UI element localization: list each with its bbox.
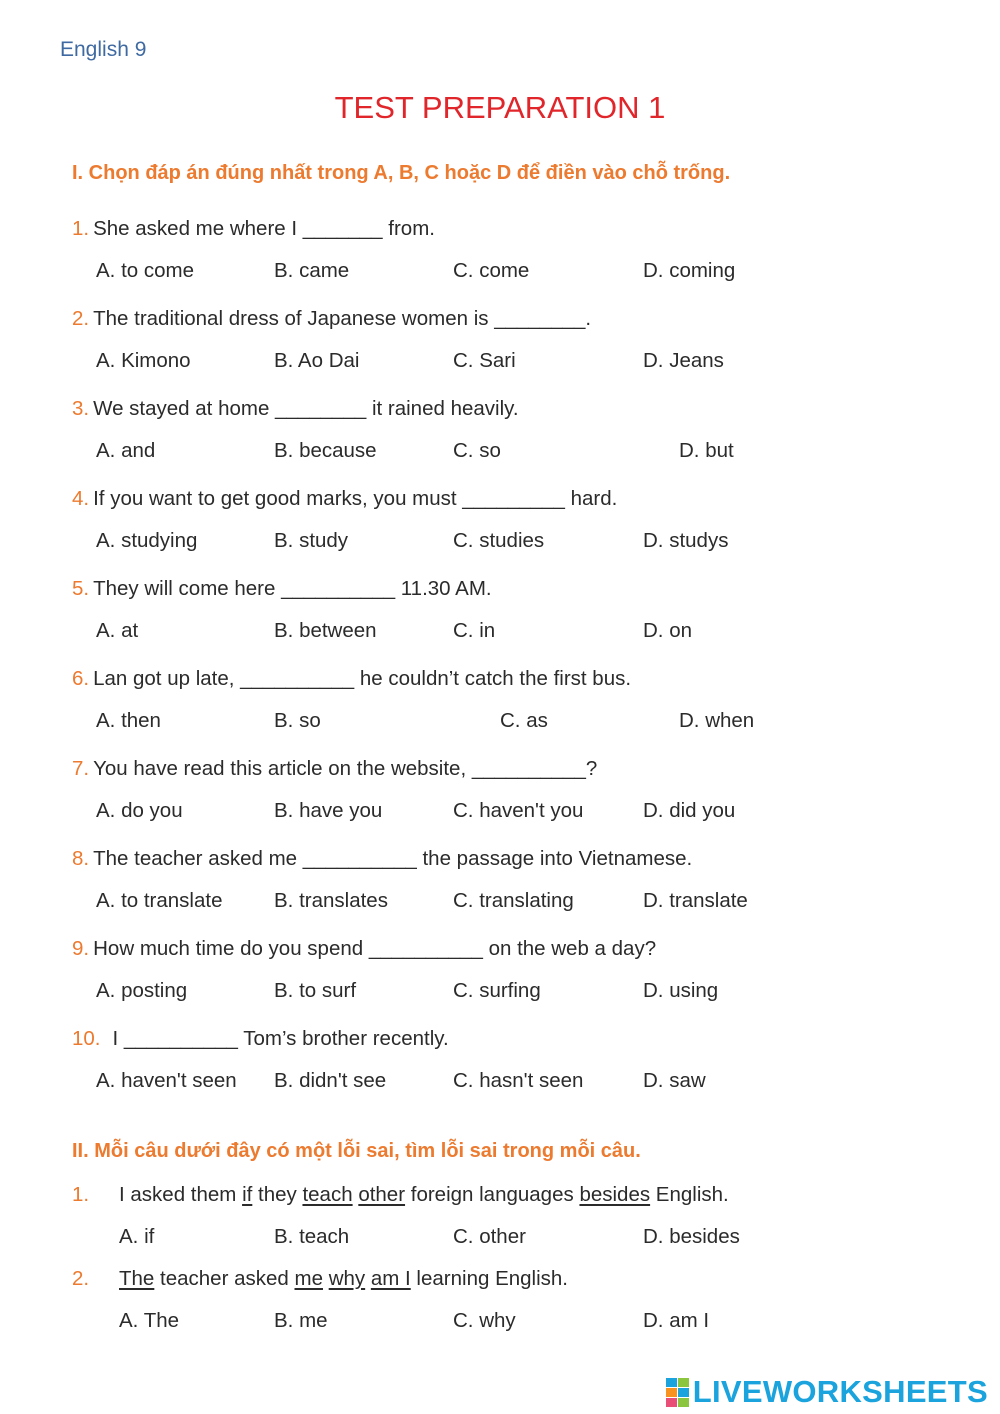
option-c[interactable]: C. other <box>453 1225 526 1248</box>
question-number: 6. <box>72 667 90 690</box>
option-d[interactable]: D. on <box>643 619 692 642</box>
underlined-word: besides <box>579 1183 651 1206</box>
header-label: English 9 <box>60 38 147 61</box>
question-text: I __________ Tom’s brother recently. <box>112 1027 449 1050</box>
error-question-2 <box>72 1267 89 1291</box>
liveworksheets-logo <box>666 1374 988 1410</box>
option-c[interactable]: C. come <box>453 259 530 282</box>
option-a[interactable]: A. studying <box>96 529 198 552</box>
question-number: 9. <box>72 937 90 960</box>
question-7 <box>72 757 597 781</box>
section-1-heading: I. Chọn đáp án đúng nhất trong A, B, C hoặc D để điền vào chỗ trống. <box>72 162 731 184</box>
question-text: Lan got up late, __________ he couldn’t catch the first bus. <box>93 667 632 690</box>
logo-block <box>678 1398 689 1407</box>
underlined-word: why <box>328 1267 366 1290</box>
option-d[interactable]: D. saw <box>643 1069 706 1092</box>
question-number: 1. <box>72 217 90 240</box>
error-question-1 <box>72 1183 89 1207</box>
question-text: We stayed at home ________ it rained heavily. <box>93 397 519 420</box>
option-c[interactable]: C. as <box>500 709 548 732</box>
option-d[interactable]: D. studys <box>643 529 729 552</box>
option-a[interactable]: A. posting <box>96 979 188 1002</box>
underlined-word: other <box>358 1183 406 1206</box>
option-b[interactable]: B. translates <box>274 889 388 912</box>
question-6 <box>72 667 631 691</box>
option-a[interactable]: A. The <box>119 1309 180 1332</box>
question-text: She asked me where I _______ from. <box>93 217 435 240</box>
option-c[interactable]: C. so <box>453 439 501 462</box>
question-4 <box>72 487 617 511</box>
question-10 <box>72 1027 449 1051</box>
option-a[interactable]: A. haven't seen <box>96 1069 237 1092</box>
question-2 <box>72 307 591 331</box>
option-b[interactable]: B. have you <box>274 799 383 822</box>
question-text: You have read this article on the website, __________? <box>93 757 598 780</box>
question-3 <box>72 397 519 421</box>
logo-block <box>678 1388 689 1397</box>
logo-icon <box>666 1378 689 1407</box>
logo-block <box>678 1378 689 1387</box>
question-text: If you want to get good marks, you must _________ hard. <box>93 487 618 510</box>
question-number: 2. <box>72 307 90 330</box>
underlined-word: if <box>242 1183 253 1206</box>
option-a[interactable]: A. to translate <box>96 889 223 912</box>
option-b[interactable]: B. me <box>274 1309 328 1332</box>
option-c[interactable]: C. Sari <box>453 349 516 372</box>
option-c[interactable]: C. translating <box>453 889 574 912</box>
section-2-heading: II. Mỗi câu dưới đây có một lỗi sai, tìm lỗi sai trong mỗi câu. <box>72 1140 641 1162</box>
option-c[interactable]: C. why <box>453 1309 516 1332</box>
question-number: 7. <box>72 757 90 780</box>
question-1 <box>72 217 435 241</box>
question-number: 5. <box>72 577 90 600</box>
option-a[interactable]: A. and <box>96 439 156 462</box>
underlined-word: me <box>294 1267 323 1290</box>
option-d[interactable]: D. using <box>643 979 719 1002</box>
option-c[interactable]: C. hasn't seen <box>453 1069 584 1092</box>
page-title: TEST PREPARATION 1 <box>334 90 666 125</box>
question-text: The teacher asked me __________ the passage into Vietnamese. <box>93 847 693 870</box>
question-text: The traditional dress of Japanese women is ________. <box>93 307 592 330</box>
option-a[interactable]: A. at <box>96 619 139 642</box>
option-c[interactable]: C. studies <box>453 529 545 552</box>
question-text: They will come here __________ 11.30 AM. <box>93 577 492 600</box>
question-number: 2. <box>72 1267 90 1290</box>
error-question-2-text: The teacher asked me why am I learning English. <box>119 1267 568 1290</box>
question-number: 4. <box>72 487 90 510</box>
question-number: 8. <box>72 847 90 870</box>
underlined-word: am I <box>370 1267 411 1290</box>
option-b[interactable]: B. so <box>274 709 321 732</box>
option-d[interactable]: D. did you <box>643 799 736 822</box>
logo-text: LIVEWORKSHEETS <box>692 1374 988 1409</box>
logo-block <box>666 1398 677 1407</box>
option-d[interactable]: D. am I <box>643 1309 710 1332</box>
option-a[interactable]: A. then <box>96 709 161 732</box>
option-c[interactable]: C. in <box>453 619 496 642</box>
option-c[interactable]: C. haven't you <box>453 799 584 822</box>
option-a[interactable]: A. do you <box>96 799 183 822</box>
logo-block <box>666 1378 677 1387</box>
option-b[interactable]: B. to surf <box>274 979 357 1002</box>
underlined-word: The <box>119 1267 155 1290</box>
option-d[interactable]: D. Jeans <box>643 349 724 372</box>
question-number: 1. <box>72 1183 90 1206</box>
question-9 <box>72 937 656 961</box>
logo-block <box>666 1388 677 1397</box>
option-b[interactable]: B. came <box>274 259 350 282</box>
underlined-word: teach <box>302 1183 353 1206</box>
option-a[interactable]: A. to come <box>96 259 194 282</box>
option-d[interactable]: D. but <box>679 439 734 462</box>
option-d[interactable]: D. coming <box>643 259 736 282</box>
question-number: 3. <box>72 397 90 420</box>
question-number: 10. <box>72 1027 101 1050</box>
option-a[interactable]: A. Kimono <box>96 349 191 372</box>
option-b[interactable]: B. between <box>274 619 377 642</box>
question-8 <box>72 847 692 871</box>
option-b[interactable]: B. study <box>274 529 349 552</box>
option-c[interactable]: C. surfing <box>453 979 541 1002</box>
option-b[interactable]: B. didn't see <box>274 1069 387 1092</box>
question-text: How much time do you spend __________ on the web a day? <box>93 937 657 960</box>
question-5 <box>72 577 492 601</box>
option-d[interactable]: D. translate <box>643 889 748 912</box>
option-d[interactable]: D. when <box>679 709 755 732</box>
option-b[interactable]: B. Ao Dai <box>274 349 360 372</box>
option-b[interactable]: B. teach <box>274 1225 350 1248</box>
option-b[interactable]: B. because <box>274 439 377 462</box>
error-question-1-text: I asked them if they teach other foreign languages besides English. <box>119 1183 729 1206</box>
option-a[interactable]: A. if <box>119 1225 155 1248</box>
option-d[interactable]: D. besides <box>643 1225 740 1248</box>
